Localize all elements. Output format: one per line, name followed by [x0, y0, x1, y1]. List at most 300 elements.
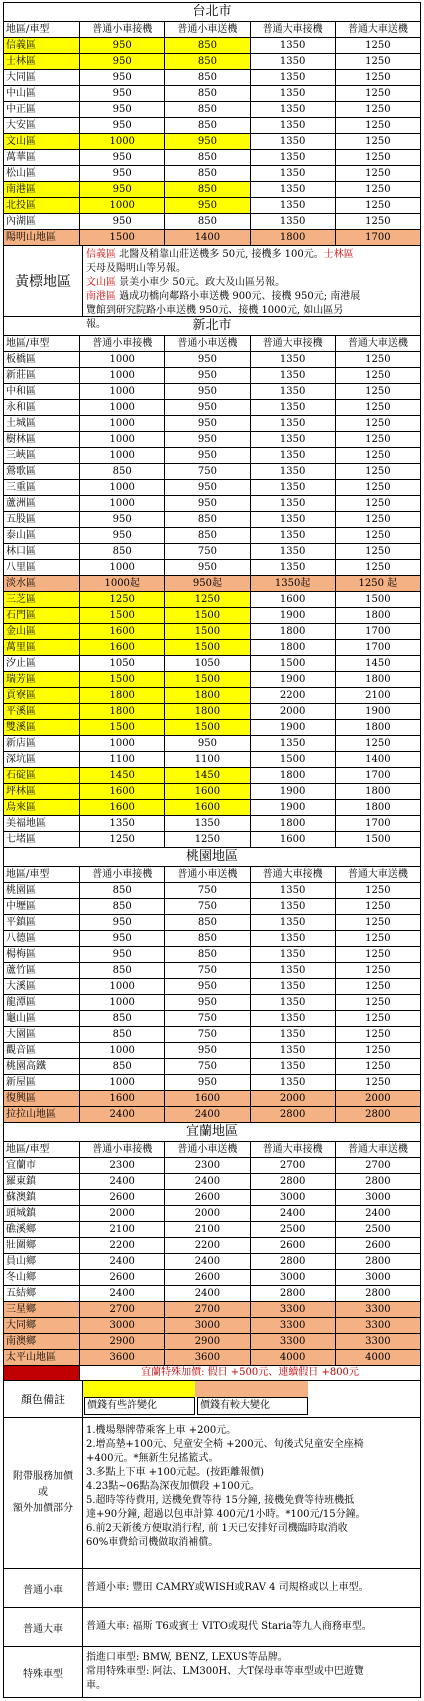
table-row — [4, 368, 421, 384]
table-taoyuan — [3, 866, 421, 1123]
table-newtaipei — [3, 335, 421, 848]
column-header: 普通小車送機 — [165, 22, 250, 38]
price-cell: 850 — [165, 915, 250, 931]
table-header-row — [4, 1142, 421, 1158]
table-row — [4, 963, 421, 979]
price-cell: 1350 — [250, 947, 335, 963]
table-row — [4, 1302, 421, 1318]
price-cell: 3000 — [165, 1318, 250, 1334]
price-cell: 1250 — [335, 915, 420, 931]
table-row — [4, 38, 421, 54]
table-row — [4, 1238, 421, 1254]
table-row — [4, 448, 421, 464]
price-cell: 1000 — [80, 368, 165, 384]
district-cell: 桃園區 — [4, 883, 80, 899]
price-cell: 1350 — [250, 995, 335, 1011]
price-cell: 1600 — [80, 800, 165, 816]
section-title-taipei: 台北市 — [3, 2, 421, 21]
district-cell: 八里區 — [4, 560, 80, 576]
column-header: 普通小車送機 — [165, 867, 250, 883]
price-cell: 1800 — [250, 624, 335, 640]
table-row — [4, 1091, 421, 1107]
table-row — [4, 512, 421, 528]
note-district: 信義區 — [86, 249, 116, 260]
price-cell: 1600 — [80, 624, 165, 640]
price-cell: 1250 — [335, 560, 420, 576]
price-cell: 1800 — [335, 784, 420, 800]
price-cell: 1700 — [335, 624, 420, 640]
column-header: 普通小車接機 — [80, 1142, 165, 1158]
legend-swatch-empty — [308, 1381, 420, 1397]
price-cell: 2100 — [165, 1222, 250, 1238]
price-cell: 1350 — [250, 1059, 335, 1075]
large-car-row — [3, 1608, 421, 1647]
price-cell: 1350 — [250, 70, 335, 86]
table-row — [4, 656, 421, 672]
price-cell: 2900 — [80, 1334, 165, 1350]
price-cell: 1350 — [250, 736, 335, 752]
price-cell: 1350 — [250, 496, 335, 512]
price-cell: 2800 — [335, 1254, 420, 1270]
price-cell: 1350 — [250, 560, 335, 576]
price-cell: 1250 起 — [335, 576, 420, 592]
price-cell: 850 — [80, 963, 165, 979]
price-cell: 1500 — [165, 608, 250, 624]
table-row — [4, 1254, 421, 1270]
table-row — [4, 182, 421, 198]
column-header: 普通大車送機 — [335, 867, 420, 883]
price-cell: 1900 — [250, 672, 335, 688]
price-cell: 850 — [165, 38, 250, 54]
district-cell: 冬山鄉 — [4, 1270, 80, 1286]
price-cell: 850 — [165, 512, 250, 528]
district-cell: 三重區 — [4, 480, 80, 496]
price-cell: 1900 — [250, 608, 335, 624]
large-car-label: 普通大車 — [4, 1608, 83, 1646]
note-text: 過成功橋向鄰路小車送機 900元、接機 950元; 南港展 — [116, 291, 361, 302]
price-cell: 2600 — [165, 1190, 250, 1206]
price-cell: 2400 — [80, 1254, 165, 1270]
price-cell: 1250 — [165, 832, 250, 848]
table-row — [4, 528, 421, 544]
district-cell: 員山鄉 — [4, 1254, 80, 1270]
district-cell: 美福地區 — [4, 816, 80, 832]
price-cell: 850 — [165, 150, 250, 166]
price-cell: 750 — [165, 464, 250, 480]
table-row — [4, 736, 421, 752]
table-row — [4, 995, 421, 1011]
table-header-row — [4, 867, 421, 883]
price-cell: 950 — [165, 198, 250, 214]
table-row — [4, 931, 421, 947]
district-cell: 松山區 — [4, 166, 80, 182]
price-cell: 1800 — [165, 688, 250, 704]
column-header: 普通大車接機 — [250, 1142, 335, 1158]
district-cell: 大同區 — [4, 70, 80, 86]
price-cell: 1800 — [80, 704, 165, 720]
price-cell: 1000 — [80, 134, 165, 150]
price-cell: 2800 — [335, 1286, 420, 1302]
price-cell: 1350 — [80, 816, 165, 832]
district-cell: 中和區 — [4, 384, 80, 400]
price-cell: 850 — [165, 947, 250, 963]
price-cell: 2400 — [165, 1174, 250, 1190]
price-cell: 850 — [80, 899, 165, 915]
price-cell: 1250 — [335, 1043, 420, 1059]
price-cell: 850 — [165, 102, 250, 118]
district-cell: 北投區 — [4, 198, 80, 214]
price-cell: 1500 — [165, 720, 250, 736]
district-cell: 中壢區 — [4, 899, 80, 915]
district-cell: 蘇澳鎮 — [4, 1190, 80, 1206]
extra-service-line: 4.23點~06點為深夜加價段 +100元。 — [86, 1481, 261, 1492]
extra-services-label — [4, 1418, 83, 1568]
price-cell: 1900 — [250, 784, 335, 800]
table-row — [4, 816, 421, 832]
extra-service-line: 3.多點上下車 +100元起。(按距離報價) — [86, 1467, 264, 1478]
note-district: 南港區 — [86, 291, 116, 302]
holiday-banner-swatch — [4, 1366, 80, 1380]
price-cell: 950 — [165, 995, 250, 1011]
price-cell: 1000起 — [80, 576, 165, 592]
price-cell: 950 — [80, 182, 165, 198]
district-cell: 八德區 — [4, 931, 80, 947]
district-cell: 金山區 — [4, 624, 80, 640]
price-cell: 950 — [165, 400, 250, 416]
table-row — [4, 883, 421, 899]
district-cell: 新屋區 — [4, 1075, 80, 1091]
price-cell: 850 — [80, 464, 165, 480]
table-row — [4, 608, 421, 624]
price-cell: 950 — [80, 150, 165, 166]
note-text: 報。 — [86, 319, 106, 330]
section-title-newtaipei: 新北市 — [3, 317, 421, 335]
special-car-label: 特殊車型 — [4, 1647, 83, 1697]
price-cell: 2800 — [335, 1174, 420, 1190]
price-cell: 850 — [165, 182, 250, 198]
price-cell: 750 — [165, 1011, 250, 1027]
price-cell: 2000 — [250, 704, 335, 720]
price-cell: 1000 — [80, 448, 165, 464]
price-cell: 1600 — [165, 784, 250, 800]
price-cell: 1450 — [335, 656, 420, 672]
price-cell: 1500 — [165, 640, 250, 656]
price-cell: 1350 — [250, 198, 335, 214]
price-cell: 2400 — [165, 1254, 250, 1270]
price-cell: 2400 — [165, 1286, 250, 1302]
note-text: 景美小車少 50元。政大及山區另報。 — [116, 277, 286, 288]
price-cell: 1250 — [335, 54, 420, 70]
column-header: 普通大車接機 — [250, 22, 335, 38]
price-cell: 1350 — [250, 166, 335, 182]
legend-swatch-yellow — [83, 1381, 195, 1397]
price-cell: 1000 — [80, 1043, 165, 1059]
price-cell: 2700 — [165, 1302, 250, 1318]
district-cell: 淡水區 — [4, 576, 80, 592]
price-cell: 2500 — [335, 1222, 420, 1238]
price-cell: 1250 — [335, 963, 420, 979]
section-title-taoyuan: 桃園地區 — [3, 848, 421, 866]
price-cell: 850 — [80, 1027, 165, 1043]
price-cell: 1250 — [335, 528, 420, 544]
price-cell: 2100 — [80, 1222, 165, 1238]
district-cell: 汐止區 — [4, 656, 80, 672]
extra-services — [3, 1418, 421, 1569]
district-cell: 萬里區 — [4, 640, 80, 656]
table-row — [4, 1334, 421, 1350]
table-row — [4, 432, 421, 448]
price-cell: 1700 — [335, 640, 420, 656]
table-row — [4, 480, 421, 496]
price-cell: 2200 — [165, 1238, 250, 1254]
price-cell: 1250 — [335, 464, 420, 480]
price-cell: 850 — [165, 931, 250, 947]
price-cell: 1000 — [80, 400, 165, 416]
price-cell: 1350 — [250, 352, 335, 368]
price-cell: 950 — [165, 134, 250, 150]
legend-text-large-change: 價錢有較大變化 — [197, 1397, 308, 1415]
table-row — [4, 979, 421, 995]
price-cell: 1350 — [250, 464, 335, 480]
price-cell: 950 — [165, 416, 250, 432]
table-row — [4, 118, 421, 134]
price-cell: 1250 — [335, 1075, 420, 1091]
table-row — [4, 915, 421, 931]
table-row — [4, 640, 421, 656]
price-cell: 950 — [80, 54, 165, 70]
district-cell: 中山區 — [4, 86, 80, 102]
note-text: 北醫及稍靠山莊送機多 50元, 接機多 100元。 — [116, 249, 324, 260]
table-row — [4, 544, 421, 560]
price-cell: 3000 — [250, 1190, 335, 1206]
price-cell: 750 — [165, 883, 250, 899]
price-cell: 1700 — [335, 768, 420, 784]
price-cell: 2400 — [80, 1107, 165, 1123]
price-cell: 1450 — [80, 768, 165, 784]
price-cell: 2800 — [250, 1174, 335, 1190]
price-cell: 2400 — [80, 1286, 165, 1302]
small-car-label: 普通小車 — [4, 1569, 83, 1607]
legend-text-empty — [310, 1397, 419, 1415]
price-cell: 1500 — [80, 720, 165, 736]
price-cell: 1350 — [250, 544, 335, 560]
price-cell: 3300 — [250, 1318, 335, 1334]
price-cell: 1350 — [250, 963, 335, 979]
district-cell: 板橋區 — [4, 352, 80, 368]
price-cell: 1350 — [250, 899, 335, 915]
price-cell: 1800 — [165, 704, 250, 720]
table-row — [4, 496, 421, 512]
note-text: 天母及陽明山等另報。 — [86, 263, 186, 274]
district-cell: 士林區 — [4, 54, 80, 70]
table-row — [4, 1174, 421, 1190]
table-row — [4, 1190, 421, 1206]
district-cell: 貢寮區 — [4, 688, 80, 704]
note-text: 覽館到研究院路小車送機 950元、接機 1000元, 如山區另 — [86, 305, 344, 316]
price-cell: 1350 — [250, 480, 335, 496]
price-cell: 1600 — [165, 1091, 250, 1107]
district-cell: 石門區 — [4, 608, 80, 624]
extra-service-line: 達+90分鐘, 超過以包車計算 400元/1小時。*100元/15分鐘。 — [86, 1509, 366, 1520]
extra-label-line: 額外加價部分 — [13, 1503, 73, 1514]
price-cell: 850 — [80, 1011, 165, 1027]
table-row — [4, 1158, 421, 1174]
price-cell: 2300 — [80, 1158, 165, 1174]
table-row — [4, 1075, 421, 1091]
district-cell: 桃園高鐵 — [4, 1059, 80, 1075]
price-cell: 1350 — [250, 102, 335, 118]
district-cell: 三芝區 — [4, 592, 80, 608]
column-header: 普通大車接機 — [250, 336, 335, 352]
price-cell: 1250 — [80, 592, 165, 608]
district-cell: 新莊區 — [4, 368, 80, 384]
price-cell: 2600 — [80, 1190, 165, 1206]
table-yilan — [3, 1141, 421, 1366]
price-cell: 1000 — [80, 384, 165, 400]
price-cell: 1350 — [250, 883, 335, 899]
price-cell: 950 — [165, 1075, 250, 1091]
table-row — [4, 384, 421, 400]
price-cell: 2100 — [335, 688, 420, 704]
district-cell: 五結鄉 — [4, 1286, 80, 1302]
price-cell: 1250 — [335, 182, 420, 198]
table-row — [4, 1043, 421, 1059]
district-cell: 三星鄉 — [4, 1302, 80, 1318]
special-car-text — [83, 1647, 420, 1697]
price-cell: 1250 — [335, 38, 420, 54]
price-cell: 1350 — [250, 512, 335, 528]
column-header: 普通小車接機 — [80, 22, 165, 38]
price-cell: 2400 — [165, 1107, 250, 1123]
price-cell: 3300 — [335, 1318, 420, 1334]
price-cell: 2300 — [165, 1158, 250, 1174]
price-cell: 1250 — [335, 883, 420, 899]
price-cell: 3000 — [80, 1318, 165, 1334]
district-cell: 大溪區 — [4, 979, 80, 995]
price-cell: 1000 — [80, 736, 165, 752]
price-cell: 1500 — [250, 752, 335, 768]
small-car-row — [3, 1569, 421, 1608]
table-row — [4, 1027, 421, 1043]
district-cell: 文山區 — [4, 134, 80, 150]
price-cell: 1050 — [165, 656, 250, 672]
price-cell: 1450 — [165, 768, 250, 784]
extra-service-line: 60%車費給司機做取消補償。 — [86, 1537, 219, 1548]
price-cell: 1250 — [335, 899, 420, 915]
price-cell: 950 — [165, 480, 250, 496]
price-cell: 3300 — [335, 1302, 420, 1318]
table-row — [4, 560, 421, 576]
special-line: 指進口車型: BMW, BENZ, LEXUS等品牌。 — [86, 1652, 288, 1663]
price-cell: 1000 — [80, 560, 165, 576]
table-row — [4, 784, 421, 800]
district-cell: 石碇區 — [4, 768, 80, 784]
price-cell: 1250 — [335, 979, 420, 995]
price-cell: 1600 — [80, 1091, 165, 1107]
price-cell: 1250 — [165, 592, 250, 608]
price-cell: 2900 — [165, 1334, 250, 1350]
price-cell: 2700 — [250, 1158, 335, 1174]
price-cell: 1100 — [165, 752, 250, 768]
price-cell: 1700 — [335, 230, 420, 246]
color-legend — [3, 1381, 421, 1418]
price-cell: 1250 — [335, 368, 420, 384]
price-cell: 1350 — [250, 931, 335, 947]
extra-service-line: 5.超時等待費用, 送機免費等待 15分鐘, 接機免費等待班機抵 — [86, 1495, 355, 1506]
table-row — [4, 150, 421, 166]
price-cell: 2200 — [250, 688, 335, 704]
price-cell: 850 — [165, 86, 250, 102]
small-car-text: 普通小車: 豐田 CAMRY或WISH或RAV 4 司規格或以上車型。 — [86, 1582, 369, 1593]
price-cell: 1250 — [335, 352, 420, 368]
special-car-row — [3, 1647, 421, 1698]
district-cell: 七堵區 — [4, 832, 80, 848]
price-cell: 3000 — [335, 1190, 420, 1206]
district-cell: 大同鄉 — [4, 1318, 80, 1334]
district-cell: 平溪區 — [4, 704, 80, 720]
price-cell: 1400 — [335, 752, 420, 768]
table-row — [4, 400, 421, 416]
price-cell: 950 — [165, 432, 250, 448]
price-cell: 1250 — [335, 432, 420, 448]
price-cell: 2800 — [250, 1286, 335, 1302]
price-cell: 850 — [165, 54, 250, 70]
price-cell: 1350 — [250, 1027, 335, 1043]
price-cell: 1800 — [250, 640, 335, 656]
column-header: 地區/車型 — [4, 22, 80, 38]
price-cell: 950 — [165, 384, 250, 400]
legend-swatch-salmon — [195, 1381, 307, 1397]
price-cell: 2600 — [335, 1238, 420, 1254]
price-cell: 850 — [80, 883, 165, 899]
district-cell: 林口區 — [4, 544, 80, 560]
table-row — [4, 1107, 421, 1123]
price-cell: 1350 — [250, 86, 335, 102]
table-row — [4, 688, 421, 704]
price-cell: 1250 — [335, 150, 420, 166]
price-cell: 1700 — [335, 816, 420, 832]
price-cell: 1250 — [335, 736, 420, 752]
extra-service-line: +400元。*無新生兒搖籃式。 — [86, 1453, 219, 1464]
holiday-banner-text: 宜蘭特殊加價: 假日 +500元、連續假日 +800元 — [141, 1367, 359, 1378]
yellow-note-label: 黃標地區 — [4, 246, 83, 316]
price-cell: 1350 — [250, 1075, 335, 1091]
price-cell: 1250 — [335, 214, 420, 230]
price-cell: 1250 — [335, 118, 420, 134]
price-cell: 2500 — [250, 1222, 335, 1238]
price-cell: 1250 — [80, 832, 165, 848]
price-cell: 1350 — [250, 915, 335, 931]
price-cell: 3300 — [335, 1334, 420, 1350]
price-cell: 2700 — [80, 1302, 165, 1318]
extra-label-line: 或 — [38, 1487, 48, 1498]
table-row — [4, 134, 421, 150]
price-cell: 2400 — [335, 1206, 420, 1222]
table-row — [4, 624, 421, 640]
column-header: 地區/車型 — [4, 1142, 80, 1158]
table-row — [4, 230, 421, 246]
price-cell: 1250 — [335, 102, 420, 118]
price-cell: 1000 — [80, 979, 165, 995]
table-row — [4, 1206, 421, 1222]
price-cell: 1350 — [250, 134, 335, 150]
district-cell: 三峽區 — [4, 448, 80, 464]
price-cell: 950 — [165, 496, 250, 512]
district-cell: 平鎮區 — [4, 915, 80, 931]
table-row — [4, 704, 421, 720]
district-cell: 壯圍鄉 — [4, 1238, 80, 1254]
price-cell: 1500 — [80, 672, 165, 688]
